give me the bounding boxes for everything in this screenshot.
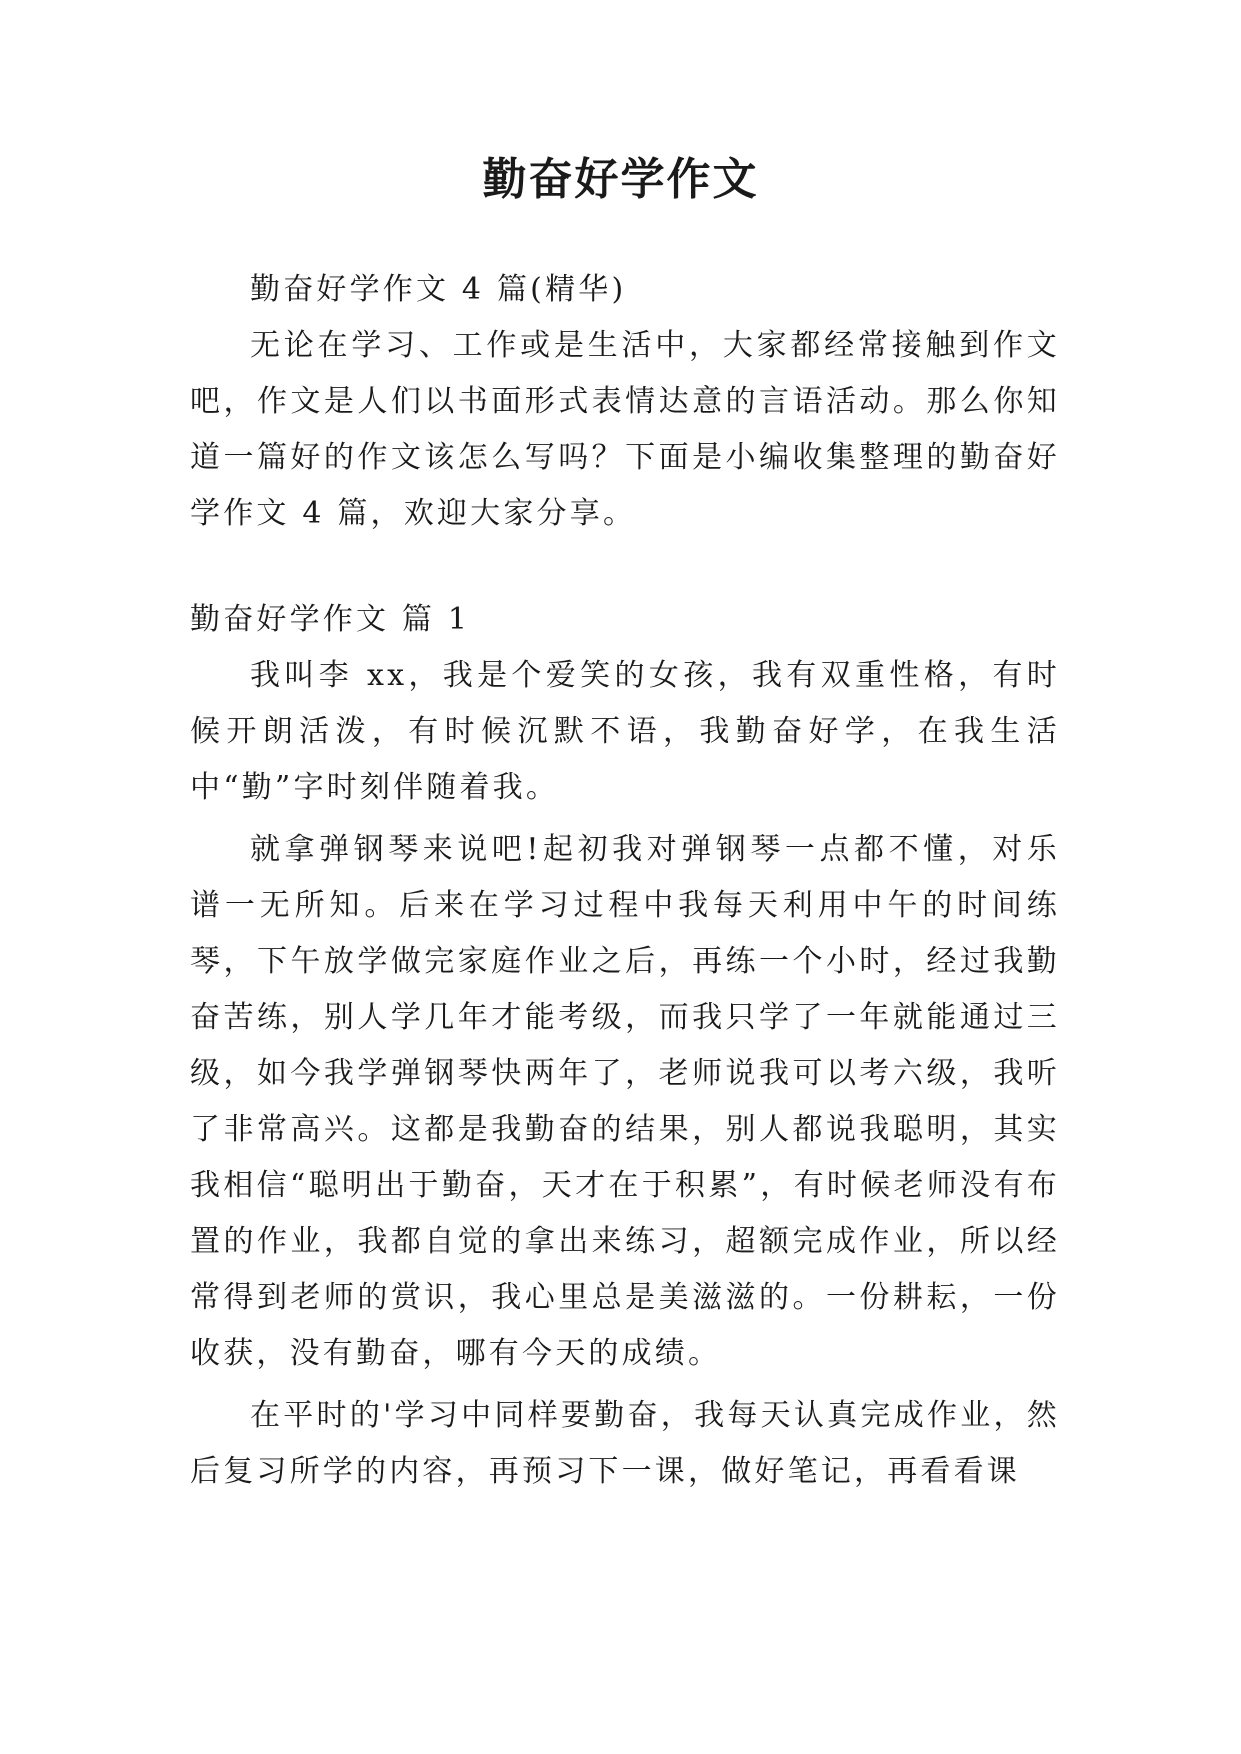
intro-paragraph: 无论在学习、工作或是生活中，大家都经常接触到作文吧，作文是人们以书面形式表情达意的言语活动。那么你知道一篇好的作文该怎么写吗？下面是小编收集整理的勤奋好学作文 4 篇，欢迎大家分享。 (190, 328, 1060, 531)
section-heading: 勤奋好学作文 篇 1 (190, 602, 471, 637)
document-body (190, 262, 1060, 1500)
document-subtitle: 勤奋好学作文 4 篇(精华) (250, 272, 627, 307)
body-paragraph-1: 我叫李 xx，我是个爱笑的女孩，我有双重性格，有时候开朗活泼，有时候沉默不语，我勤奋好学，在我生活中“勤”字时刻伴随着我。 (190, 658, 1060, 805)
document-title: 勤奋好学作文 (482, 154, 759, 205)
body-paragraph-2: 就拿弹钢琴来说吧!起初我对弹钢琴一点都不懂，对乐谱一无所知。后来在学习过程中我每天利用中午的时间练琴，下午放学做完家庭作业之后，再练一个小时，经过我勤奋苦练，别人学几年才能考级，而我只学了一年就能通过三级，如今我学弹钢琴快两年了，老师说我可以考六级，我听了非常高兴。这都是我勤奋的结果，别人都说我聪明，其实我相信“聪明出于勤奋，天才在于积累”，有时候老师没有布置的作业，我都自觉的拿出来练习，超额完成作业，所以经常得到老师的赏识，我心里总是美滋滋的。一份耕耘，一份收获，没有勤奋，哪有今天的成绩。 (190, 832, 1060, 1371)
body-paragraph-3: 在平时的'学习中同样要勤奋，我每天认真完成作业，然后复习所学的内容，再预习下一课，做好笔记，再看看课 (190, 1398, 1060, 1489)
